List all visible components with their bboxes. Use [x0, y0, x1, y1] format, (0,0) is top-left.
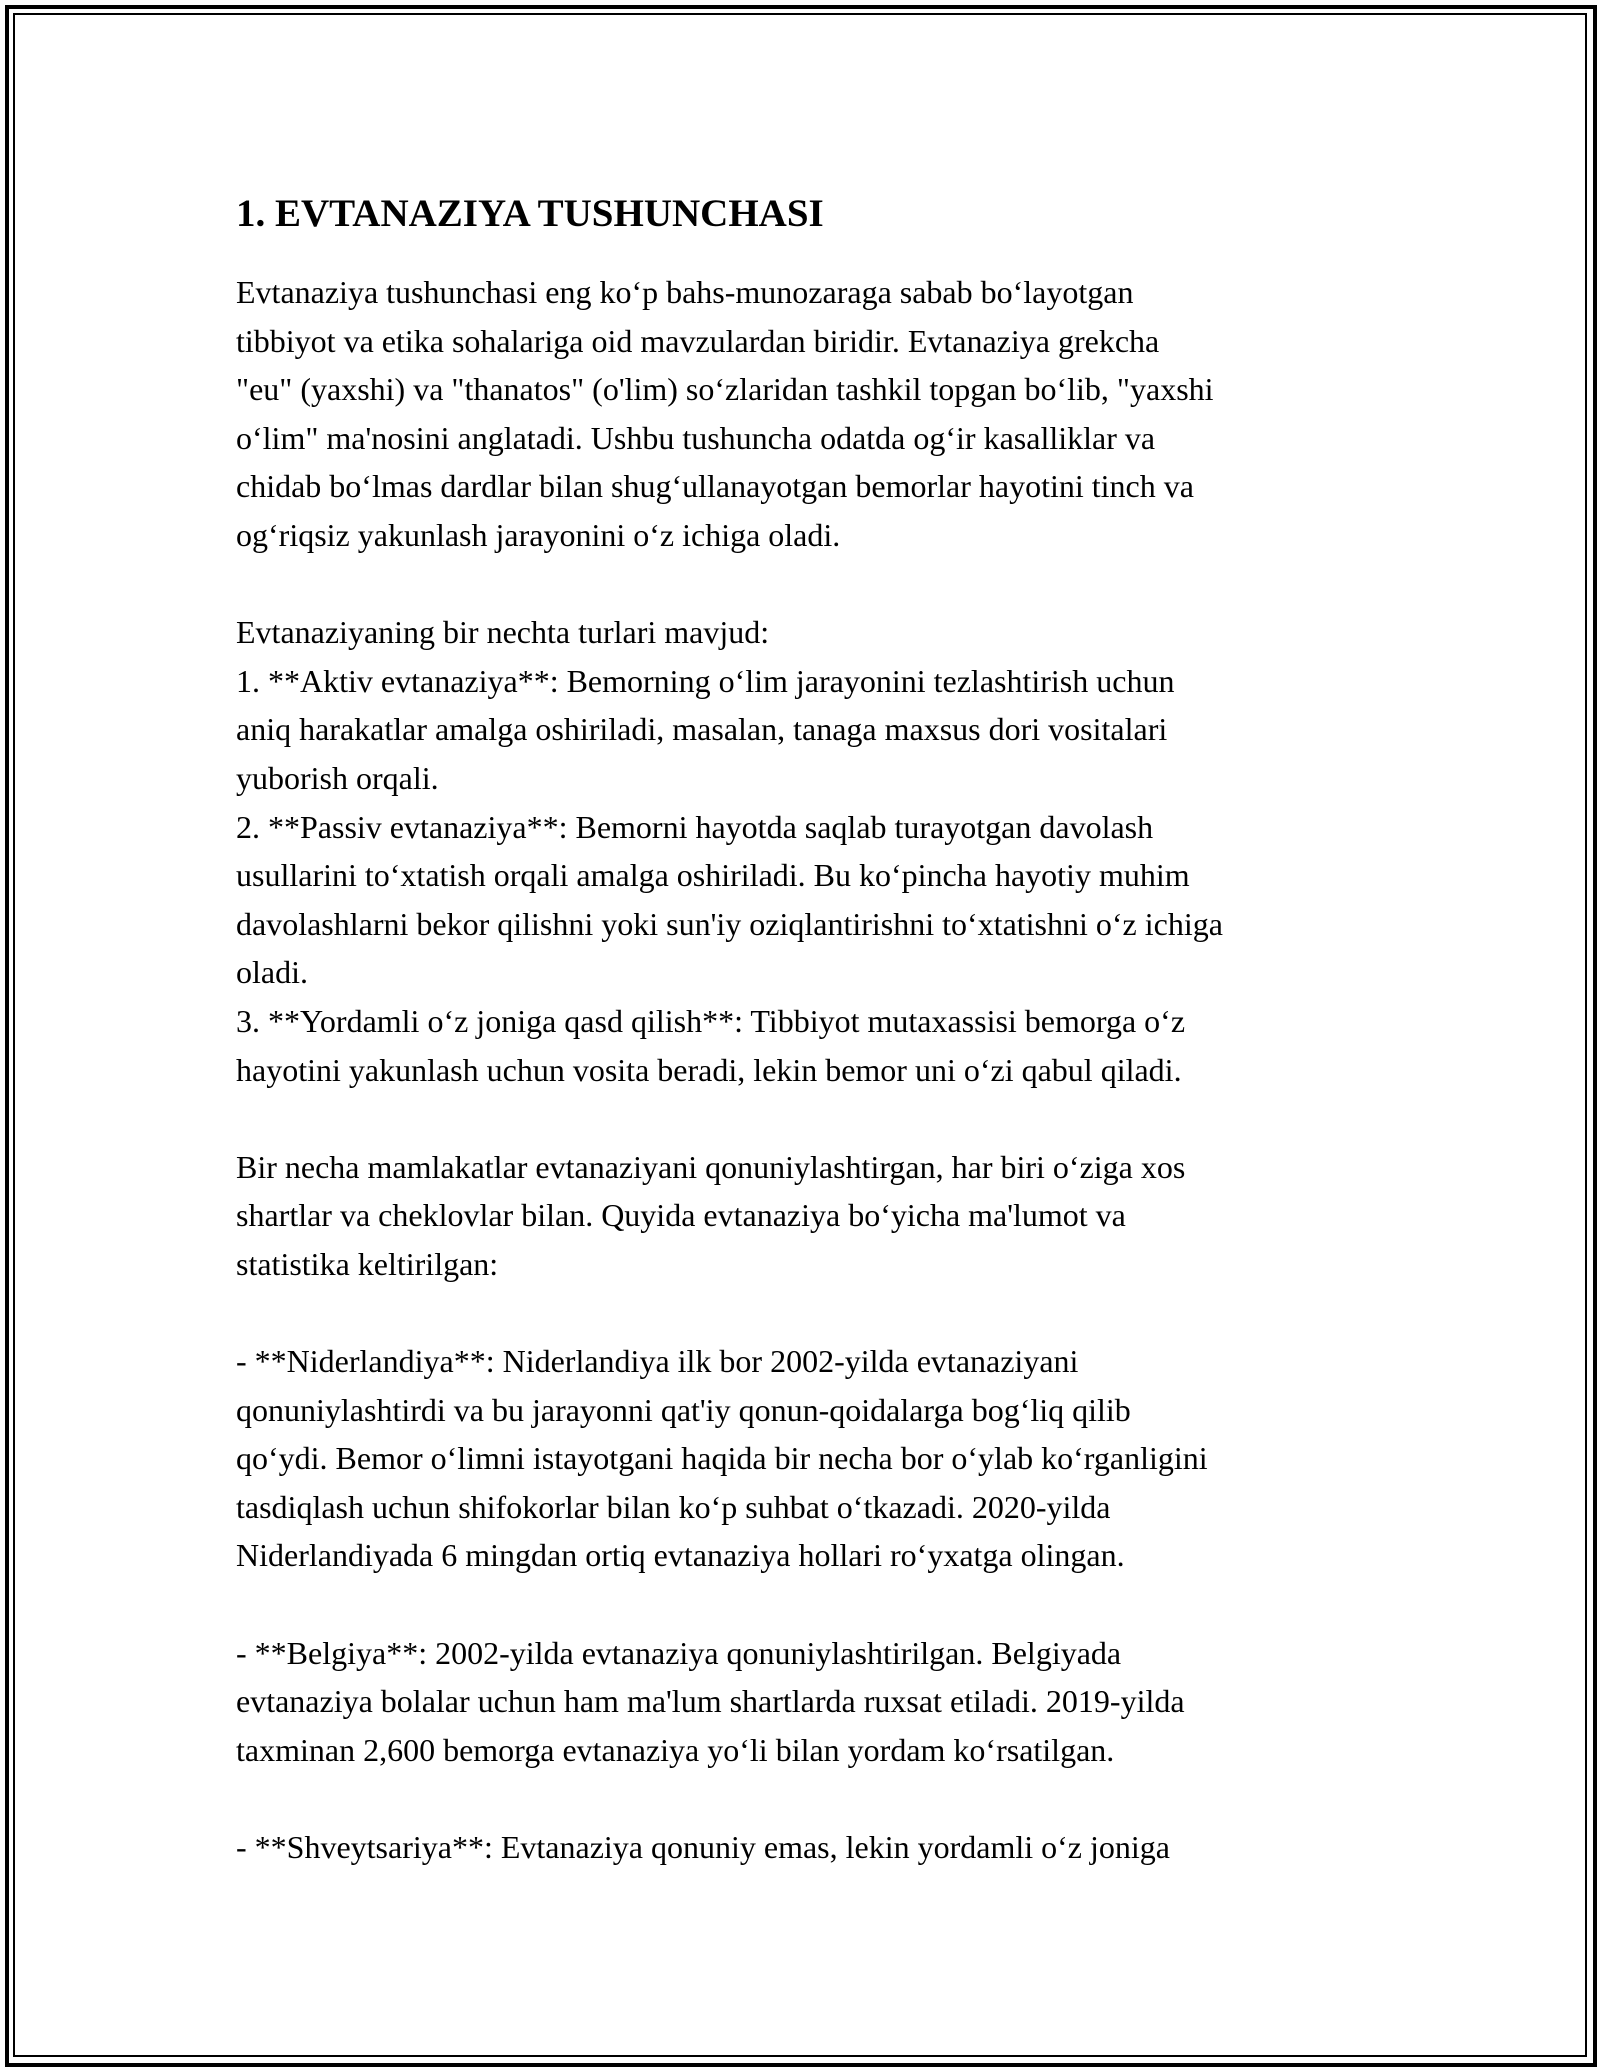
body-text: Evtanaziya tushunchasi eng ko‘p bahs-munozaraga sabab bo‘layotgan tibbiyot va etika sohalariga oid mavzulardan biridir. Evtanaziya grekcha "eu" (yaxshi) va "thanatos" (o'lim) so‘zlaridan tashkil topgan bo‘lib, "yaxshi o‘lim" ma'nosini anglatadi. Ushbu tushuncha odatda og‘ir kasalliklar va chidab bo‘lmas dardlar bilan shug‘ullanayotgan bemorlar hayotini tinch va og‘riqsiz yakunlash jarayonini o‘z ichiga oladi. Evtanaziyaning bir nechta turlari mavjud: 1. **Aktiv evtanaziya**: Bemorning o‘lim jarayonini tezlashtirish uchun aniq harakatlar amalga oshiriladi, masalan, tanaga maxsus dori vositalari yuborish orqali. 2. **Passiv evtanaziya**: Bemorni hayotda saqlab turayotgan davolash usullarini to‘xtatish orqali amalga oshiriladi. Bu ko‘pincha hayotiy muhim davolashlarni bekor qilishni yoki sun'iy oziqlantirishni to‘xtatishni o‘z ichiga oladi. 3. **Yordamli o‘z joniga qasd qilish**: Tibbiyot mutaxassisi bemorga o‘z hayotini yakunlash uchun vosita beradi, lekin bemor uni o‘zi qabul qiladi. Bir necha mamlakatlar evtanaziyani qonuniylashtirgan, har biri o‘ziga xos shartlar va cheklovlar bilan. Quyida evtanaziya bo‘yicha ma'lumot va statistika keltirilgan: - **Niderlandiya**: Niderlandiya ilk bor 2002-yilda evtanaziyani qonuniylashtirdi va bu jarayonni qat'iy qonun-qoidalarga bog‘liq qilib qo‘ydi. Bemor o‘limni istayotgani haqida bir necha bor o‘ylab ko‘rganligini tasdiqlash uchun shifokorlar bilan ko‘p suhbat o‘tkazadi. 2020-yilda Niderlandiyada 6 mingdan ortiq evtanaziya hollari ro‘yxatga olingan. - **Belgiya**: 2002-yilda evtanaziya qonuniylashtirilgan. Belgiyada evtanaziya bolalar uchun ham ma'lum shartlarda ruxsat etiladi. 2019-yilda taxminan 2,600 bemorga evtanaziya yo‘li bilan yordam ko‘rsatilgan. - **Shveytsariya**: Evtanaziya qonuniy emas, lekin yordamli o‘z joniga	[236, 274, 1223, 1865]
document-body	[236, 188, 1376, 1872]
section-heading: 1. EVTANAZIYA TUSHUNCHASI	[236, 192, 824, 235]
